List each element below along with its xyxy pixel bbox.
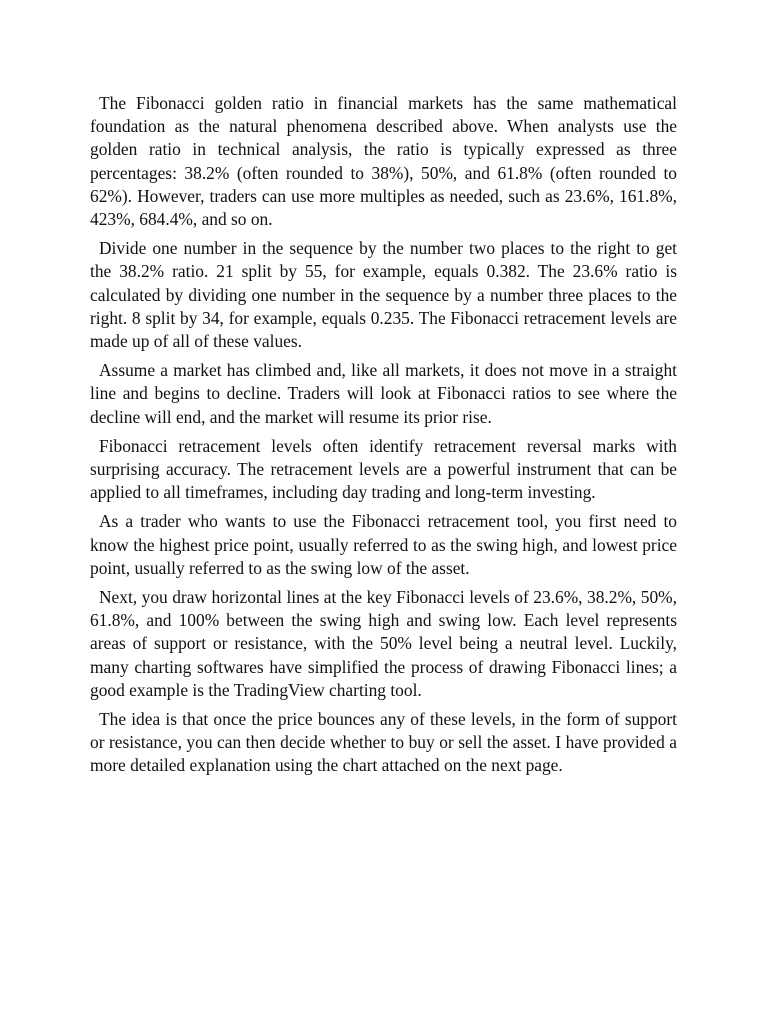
document-page	[90, 92, 677, 784]
paragraph-swing-points: As a trader who wants to use the Fibonacci retracement tool, you first need to know the highest price point, usually referred to as the swing high, and lowest price point, usually referred to as the swing low of the asset.	[90, 511, 677, 578]
paragraph-buy-sell-decision: The idea is that once the price bounces any of these levels, in the form of support or resistance, you can then decide whether to buy or sell the asset. I have provided a more detailed explanation using the chart attached on the next page.	[90, 709, 677, 776]
paragraph-ratio-calculation: Divide one number in the sequence by the number two places to the right to get the 38.2% ratio. 21 split by 55, for example, equals 0.382. The 23.6% ratio is calculated by dividing one number in the sequence by a number three places to the right. 8 split by 34, for example, equals 0.235. The Fibonacci retracement levels are made up of all of these values.	[90, 238, 677, 352]
paragraph-market-decline: Assume a market has climbed and, like all markets, it does not move in a straight line and begins to decline. Traders will look at Fibonacci ratios to see where the decline will end, and the market will resume its prior rise.	[90, 360, 677, 427]
paragraph-drawing-levels: Next, you draw horizontal lines at the key Fibonacci levels of 23.6%, 38.2%, 50%, 61.8%, and 100% between the swing high and swing low. Each level represents areas of support or resistance, with the 50% level being a neutral level. Luckily, many charting softwares have simplified the process of drawing Fibonacci lines; a good example is the TradingView charting tool.	[90, 587, 677, 700]
paragraph-golden-ratio: The Fibonacci golden ratio in financial markets has the same mathematical foundation as the natural phenomena described above. When analysts use the golden ratio in technical analysis, the ratio is typically expressed as three percentages: 38.2% (often rounded to 38%), 50%, and 61.8% (often rounded to 62%). However, traders can use more multiples as needed, such as 23.6%, 161.8%, 423%, 684.4%, and so on.	[90, 93, 677, 230]
paragraph-retracement-accuracy: Fibonacci retracement levels often identify retracement reversal marks with surprising accuracy. The retracement levels are a powerful instrument that can be applied to all timeframes, including day trading and long-term investing.	[90, 435, 677, 503]
